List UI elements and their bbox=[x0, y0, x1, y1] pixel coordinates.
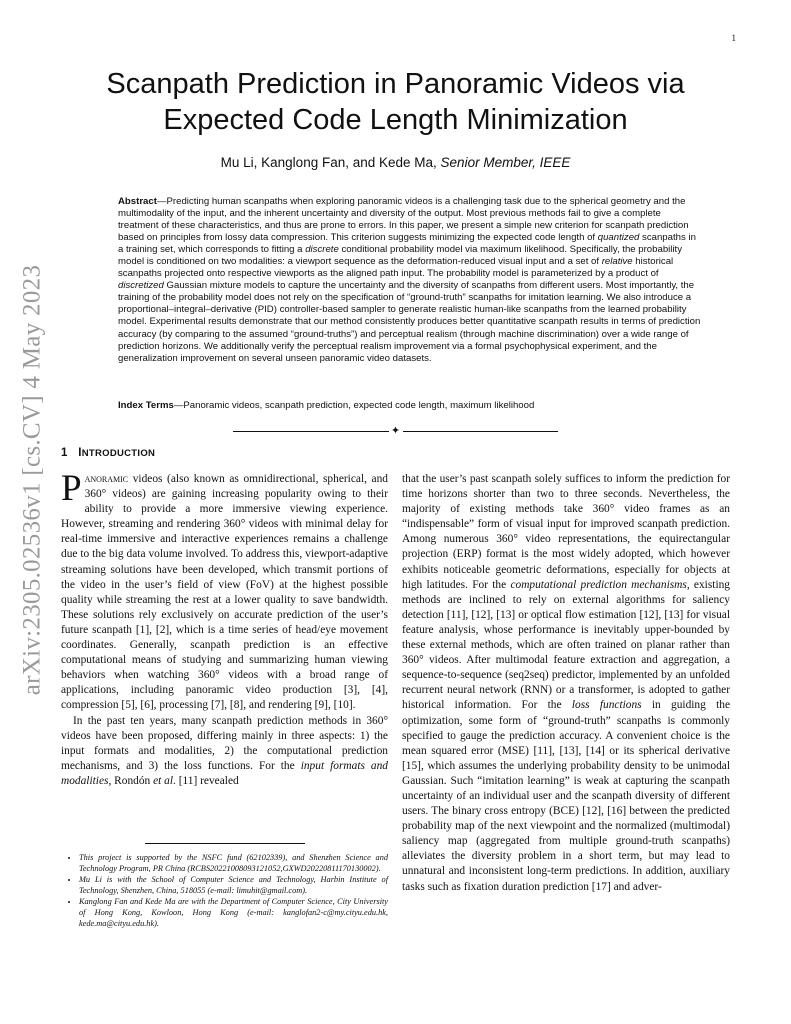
abstract-emphasis: relative bbox=[601, 256, 633, 268]
abstract-text: scanpaths in a training set, which corresponds to fitting a bbox=[118, 232, 696, 256]
paper-title bbox=[60, 66, 731, 138]
paragraph-2-text: , Rondón bbox=[108, 774, 154, 787]
paragraph-3 bbox=[402, 472, 730, 895]
paragraph-2-emphasis: input formats and modalities bbox=[61, 759, 388, 787]
page-number: 1 bbox=[731, 33, 736, 43]
footnotes bbox=[61, 853, 388, 930]
section-number: 1 bbox=[61, 447, 68, 459]
abstract-emphasis: discrete bbox=[305, 244, 339, 256]
abstract bbox=[118, 196, 703, 365]
section-heading bbox=[61, 447, 155, 459]
dropcap: P bbox=[61, 468, 82, 509]
abstract-text: conditional probability model via maximum likelihood. Specifically, the probability model is conditioned on two modalities: a viewport sequence as the deformation-reduced visual input and a set of bbox=[118, 244, 683, 268]
paragraph-2-text: . [11] revealed bbox=[173, 774, 239, 787]
authors: Mu Li, Kanglong Fan, and Kede Ma, bbox=[220, 155, 437, 170]
abstract-emphasis: discretized bbox=[118, 280, 164, 292]
paragraph-3-text: , existing methods are inclined to rely on external algorithms for saliency detection [11], [12], [13] or optical flow estimation [12], [13] for visual feature analysis, whose performance is inevitably upper-bounded by these external methods, which are often trained on planar rather than 360° videos. After multimodal feature extraction and aggregation, a sequence-to-sequence (seq2seq) predictor, implemented by an unfolded recurrent neural network (RNN) or a transformer, is adopted to gather historical information. For the bbox=[402, 578, 730, 712]
title-line-2: Expected Code Length Minimization bbox=[163, 104, 628, 136]
abstract-text: —Predicting human scanpaths when exploring panoramic videos is a challenging task due to the spherical geometry and the multimodality of the input, and the inherent uncertainty and diversity of the output. Most previous methods fail to give a complete treatment of these characteristics, and thus are prone to errors. In this paper, we present a simple new criterion for scanpath prediction based on principles from lossy data compression. This criterion suggests minimizing the expected code length of bbox=[118, 196, 689, 244]
paragraph-2-etal: et al bbox=[153, 774, 174, 787]
arxiv-stamp-text: arXiv:2305.02536v1 [cs.CV] 4 May 2023 bbox=[18, 264, 45, 696]
arxiv-stamp[interactable] bbox=[12, 264, 52, 696]
index-terms-label: Index Terms bbox=[118, 400, 174, 411]
footnote-rule bbox=[145, 843, 305, 844]
section-title-rest: NTRODUCTION bbox=[81, 448, 156, 459]
footnote-item: • Kanglong Fan and Kede Ma are with the Department of Computer Science, City University of Hong Kong, Kowloon, Hong Kong (e-mail: kanglofan2-c@my.cityu.edu.hk, kede.ma@cityu.edu.hk). bbox=[79, 897, 388, 929]
paragraph-3-emphasis: loss functions bbox=[571, 699, 642, 712]
section-divider bbox=[233, 425, 558, 437]
paragraph-3-emphasis: computational prediction mechanisms bbox=[510, 578, 687, 591]
author-suffix: Senior Member, IEEE bbox=[440, 155, 571, 170]
paragraph-2 bbox=[61, 714, 388, 789]
abstract-text: historical scanpaths projected onto respective viewports as the aligned path input. The probability model is parameterized by a product of bbox=[118, 256, 674, 280]
paragraph-2-text: In the past ten years, many scanpath prediction methods in 360° videos have been proposed, differing mainly in three aspects: 1) the input formats and modalities, 2) the computational prediction mechanisms, and 3) the loss functions. For the bbox=[61, 714, 388, 772]
footnote-item: • Mu Li is with the School of Computer Science and Technology, Harbin Institute of Technology, Shenzhen, China, 518055 (e-mail: limuhit@gmail.com). bbox=[79, 875, 388, 896]
footnote-item: • This project is supported by the NSFC fund (62102339), and Shenzhen Science and Technology Program, PR China (RCBS20221008093121052,GXWD20220811170130002). bbox=[79, 853, 388, 874]
index-terms bbox=[118, 400, 703, 411]
paragraph-1-text: videos (also known as omnidirectional, spherical, and 360° videos) are gaining increasing popularity owing to their ability to provide a more immersive viewing experience. However, streaming and rendering 360° videos with minimal delay for real-time immersive and interactive experiences remains a challenge due to the big data volume involved. To address this, viewport-adaptive streaming solutions have been developed, which transmit portions of the video in the user’s field of view (FoV) at the highest possible quality while streaming the rest at a lower quality to save bandwidth. These solutions rely exclusively on accurate prediction of the user’s future scanpath [1], [2], which is a time series of head/eye movement coordinates. Generally, scanpath prediction is an effective computational means of studying and summarizing human viewing behaviors when watching 360° videos with a broad range of applications, including panoramic video production [3], [4], compression [5], [6], processing [7], [8], and rendering [9], [10]. bbox=[61, 473, 388, 712]
divider-line-right bbox=[403, 431, 559, 432]
right-column bbox=[402, 472, 730, 895]
abstract-label: Abstract bbox=[118, 196, 157, 207]
left-column bbox=[61, 468, 388, 789]
paragraph-3-text: in guiding the optimization, some form of “ground-truth” scanpaths is commonly specified to gauge the prediction accuracy. A convenient choice is the mean squared error (MSE) [11], [13], [14] or its spherical derivative [15], which assumes the underlying probability density to be unimodal Gaussian. Such “imitation learning” is weak at capturing the scanpath uncertainty of an individual user and the scanpath diversity of different users. The binary cross entropy (BCE) [12], [16] between the predicted probability map of the next viewpoint and the normalized (multimodal) saliency map (aggregated from multiple ground-truth scanpaths) alleviates the diversity problem in a short term, but may lead to unnatural and inconsistent long-term predictions. In addition, auxiliary tasks such as fixation duration prediction [17] and adver- bbox=[402, 699, 730, 893]
divider-line-left bbox=[233, 431, 389, 432]
divider-diamond-icon: ✦ bbox=[390, 425, 401, 437]
abstract-emphasis: quantized bbox=[597, 232, 640, 244]
paragraph-3-text: that the user’s past scanpath solely suffices to inform the prediction for time horizons shorter than two to three seconds. Nevertheless, the majority of existing methods take 360° video frames as an “indispensable” form of visual input for improved scanpath prediction. Among numerous 360° video representations, the equirectangular projection (ERP) format is the most widely adopted, which however exhibits noticeable geometric deformations, especially for objects at high latitudes. For the bbox=[402, 473, 730, 591]
section-title-initial: I bbox=[78, 447, 82, 459]
abstract-text: Gaussian mixture models to capture the uncertainty and the diversity of scanpaths from different users. Most importantly, the training of the probability model does not rely on the specification of “ground-truth” scanpaths for imitation learning. We also introduce a proportional–integral–derivative (PID) controller-based sampler to generate realistic human-like scanpaths from the learned probability model. Experimental results demonstrate that our method consistently produces better quantitative scanpath results in terms of prediction accuracy (by comparing to the assumed “ground-truths”) and perceptual realism (through machine discrimination) over a wide range of prediction horizons. We additionally verify the perceptual realism improvement via a formal psychophysical experiment, and the generalization improvement on several unseen panoramic video datasets. bbox=[118, 280, 701, 364]
index-terms-text: —Panoramic videos, scanpath prediction, expected code length, maximum likelihood bbox=[173, 400, 535, 411]
paragraph-1 bbox=[61, 468, 388, 714]
title-line-1: Scanpath Prediction in Panoramic Videos via bbox=[106, 68, 685, 100]
dropcap-continuation: anoramic bbox=[84, 473, 129, 485]
author-line bbox=[60, 155, 731, 170]
